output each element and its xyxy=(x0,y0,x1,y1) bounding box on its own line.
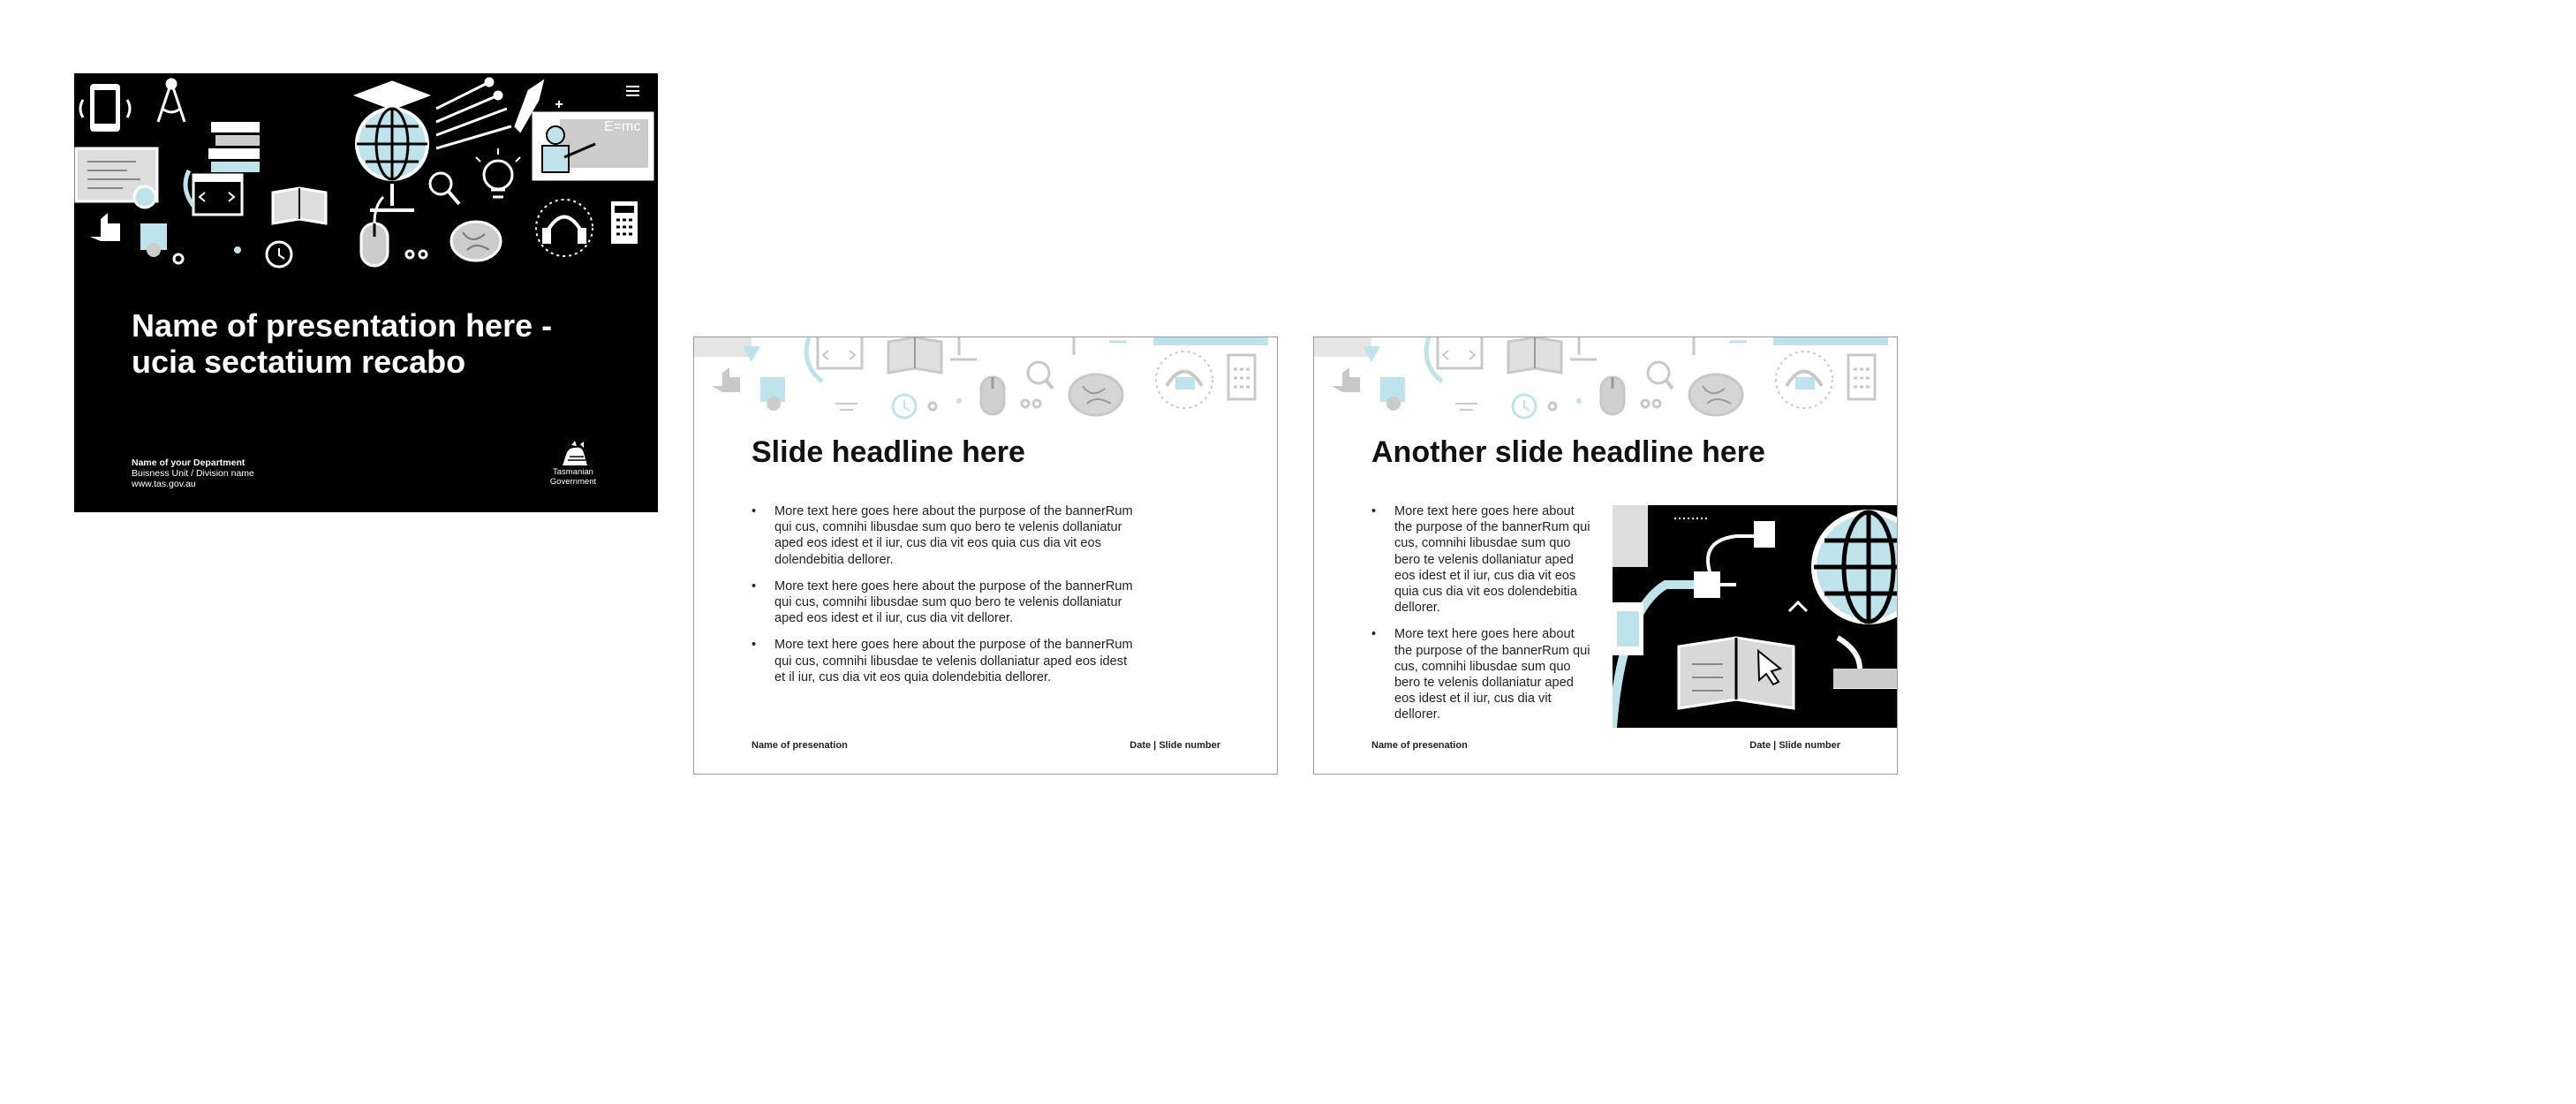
footer-date-slide-number: Date | Slide number xyxy=(1129,740,1220,751)
slide-headline: Slide headline here xyxy=(752,435,1025,469)
books-icon xyxy=(208,122,260,172)
clock-icon xyxy=(267,242,291,267)
teacher-screen-icon xyxy=(533,113,653,179)
content-slide-with-image-thumbnail[interactable] xyxy=(1313,336,1898,775)
lightbulb-icon xyxy=(476,148,520,197)
tablet-icon xyxy=(80,84,130,132)
svg-text:E=mc: E=mc xyxy=(604,119,641,134)
calculator-icon xyxy=(611,201,638,244)
footer-presentation-name: Name of presenation xyxy=(1371,740,1468,751)
bullet-item: • More text here goes here about the purpose of the bannerRum qui cus, comnihi libusdae sum quo bero te velenis dollaniatur aped eos idest et il iur, cus dia vit dellorer. xyxy=(1371,626,1592,722)
footer-presentation-name: Name of presenation xyxy=(752,740,848,751)
website: www.tas.gov.au xyxy=(132,479,196,489)
faded-icons-banner xyxy=(694,337,1278,435)
content-slide-thumbnail[interactable] xyxy=(693,336,1278,775)
bullet-item: • More text here goes here about the purpose of the bannerRum qui cus, comnihi libusdae sum quo bero te velenis dollaniatur aped eos idest et il iur, cus dia vit eos quia cus dia vit eos dolendebitia dellorer. xyxy=(752,503,1140,568)
bullet-item: • More text here goes here about the purpose of the bannerRum qui cus, comnihi libusdae sum quo bero te velenis dollaniatur aped eos idest et il iur, cus dia vit eos quia cus dia vit eos dolendebitia dellorer. xyxy=(1371,503,1592,616)
bullet-list xyxy=(1371,503,1592,734)
faded-icons-banner xyxy=(1314,337,1898,435)
compass-icon xyxy=(158,79,185,122)
thumbs-up-icon xyxy=(90,213,120,241)
thumbs-up-icon xyxy=(1332,367,1360,392)
education-illustration-image xyxy=(1613,505,1898,728)
puzzle-icon xyxy=(140,223,167,257)
title-slide-thumbnail[interactable] xyxy=(74,73,658,512)
department-info xyxy=(132,457,254,489)
graduation-globe-icon xyxy=(357,82,427,210)
thumbs-up-icon xyxy=(712,367,740,392)
magnifier-icon xyxy=(430,173,459,204)
mouse-icon xyxy=(361,197,388,266)
bullet-list xyxy=(752,503,1140,696)
department-name: Name of your Department xyxy=(132,457,246,468)
bullet-item: • More text here goes here about the purpose of the bannerRum qui cus, comnihi libusdae sum quo bero te velenis dollaniatur aped eos idest et il iur, cus dia vit dellorer. xyxy=(752,578,1140,627)
globe-stand xyxy=(950,337,977,359)
brain-icon xyxy=(1069,374,1122,415)
footer-date-slide-number: Date | Slide number xyxy=(1749,740,1840,751)
circuit-icon xyxy=(436,79,511,148)
headphones-icon xyxy=(536,200,593,256)
open-book-icon xyxy=(273,188,326,223)
brain-icon xyxy=(451,222,501,261)
presentation-title: Name of presentation here - ucia sectatium recabo xyxy=(132,307,553,380)
certificate-icon xyxy=(76,148,157,208)
tasmanian-tiger-logo-icon xyxy=(555,441,591,467)
education-icons-banner xyxy=(74,73,658,276)
tasmanian-government-logo: Tasmanian Government xyxy=(542,441,604,487)
slide-headline: Another slide headline here xyxy=(1371,435,1765,469)
code-window-icon xyxy=(193,175,242,215)
bullet-item: • More text here goes here about the purpose of the bannerRum qui cus, comnihi libusdae te velenis dollaniatur aped eos idest et il iur, cus dia vit eos quia dolendebitia dellorer. xyxy=(752,637,1140,685)
business-unit: Buisness Unit / Division name xyxy=(132,468,254,479)
brain-icon xyxy=(1689,374,1742,415)
